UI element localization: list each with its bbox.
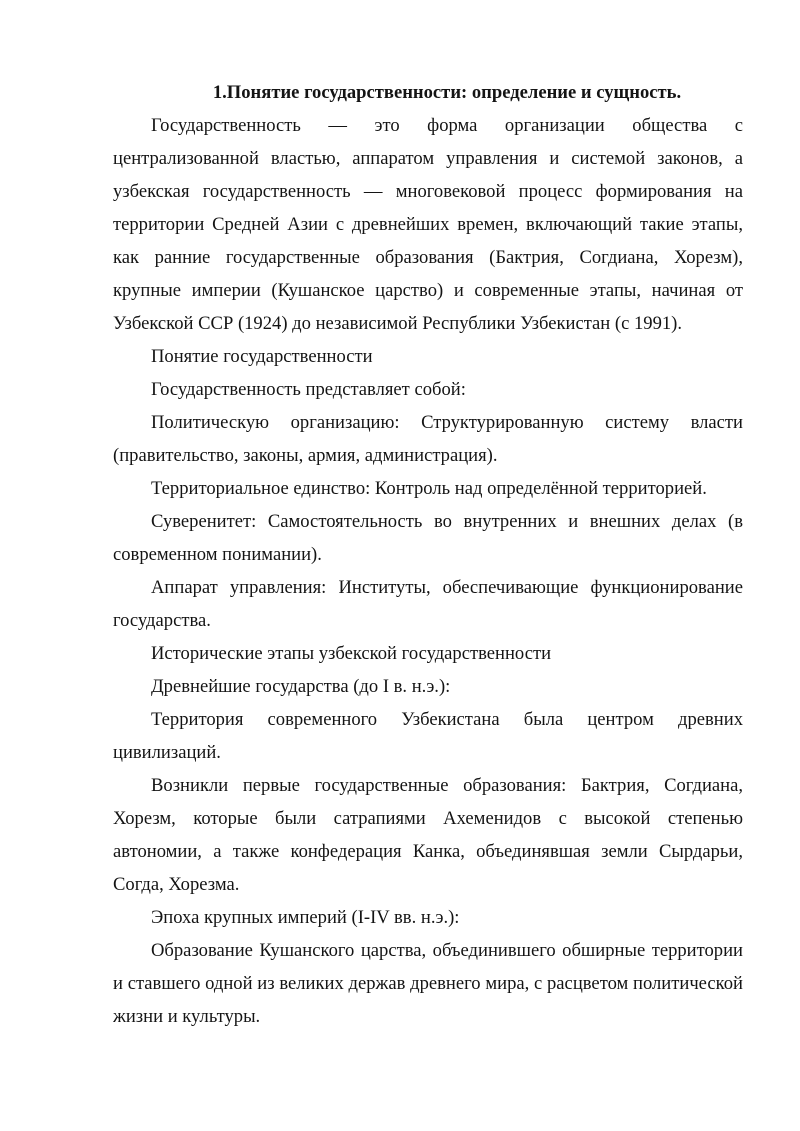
paragraph	[113, 703, 743, 769]
text-line: Согда, Хорезма.	[113, 874, 240, 895]
text-line: Эпоха крупных империй (I-IV вв. н.э.):	[151, 907, 460, 928]
text-line: Древнейшие государства (до I в. н.э.):	[151, 676, 451, 697]
text-line: (правительство, законы, армия, администрация).	[113, 445, 498, 466]
text-line: и ставшего одной из великих держав древнего мира, с расцветом политической	[113, 973, 743, 994]
text-line: как ранние государственные образования (Бактрия, Согдиана, Хорезм),	[113, 247, 743, 268]
paragraph	[113, 901, 743, 934]
text-line: Понятие государственности	[151, 346, 373, 367]
text-line: Хорезм, которые были сатрапиями Ахеменидов с высокой степенью	[113, 808, 743, 829]
text-line: Политическую организацию: Структурированную систему власти	[151, 412, 743, 433]
document-title: 1.Понятие государственности: определение и сущность.	[212, 82, 682, 103]
text-line: Государственность — это форма организации общества с	[151, 115, 743, 136]
paragraph	[113, 769, 743, 901]
text-line: цивилизаций.	[113, 742, 221, 763]
paragraph	[113, 637, 743, 670]
text-line: централизованной властью, аппаратом управления и системой законов, а	[113, 148, 743, 169]
paragraph	[113, 934, 743, 1033]
paragraph	[113, 571, 743, 637]
paragraph	[113, 472, 743, 505]
text-line: узбекская государственность — многовековой процесс формирования на	[113, 181, 743, 202]
text-line: крупные империи (Кушанское царство) и современные этапы, начиная от	[113, 280, 743, 301]
text-line: автономии, а также конфедерация Канка, объединявшая земли Сырдарьи,	[113, 841, 743, 862]
text-line: территории Средней Азии с древнейших времен, включающий такие этапы,	[113, 214, 743, 235]
text-line: Территориальное единство: Контроль над определённой территорией.	[151, 478, 707, 499]
text-line: Государственность представляет собой:	[151, 379, 466, 400]
paragraph	[113, 406, 743, 472]
text-line: Возникли первые государственные образования: Бактрия, Согдиана,	[151, 775, 743, 796]
paragraph	[113, 373, 743, 406]
document-body	[113, 109, 743, 1033]
paragraph	[113, 109, 743, 340]
text-line: современном понимании).	[113, 544, 322, 565]
text-line: жизни и культуры.	[113, 1006, 261, 1027]
text-line: Аппарат управления: Институты, обеспечивающие функционирование	[151, 577, 743, 598]
document-content	[113, 76, 743, 1033]
paragraph	[113, 340, 743, 373]
text-line: Территория современного Узбекистана была центром древних	[151, 709, 743, 730]
text-line: Образование Кушанского царства, объединившего обширные территории	[151, 940, 743, 961]
text-line: Исторические этапы узбекской государственности	[151, 643, 552, 664]
text-line: государства.	[113, 610, 211, 631]
paragraph	[113, 670, 743, 703]
paragraph	[113, 505, 743, 571]
text-line: Узбекской ССР (1924) до независимой Республики Узбекистан (с 1991).	[113, 313, 683, 334]
text-line: Суверенитет: Самостоятельность во внутренних и внешних делах (в	[151, 511, 743, 532]
